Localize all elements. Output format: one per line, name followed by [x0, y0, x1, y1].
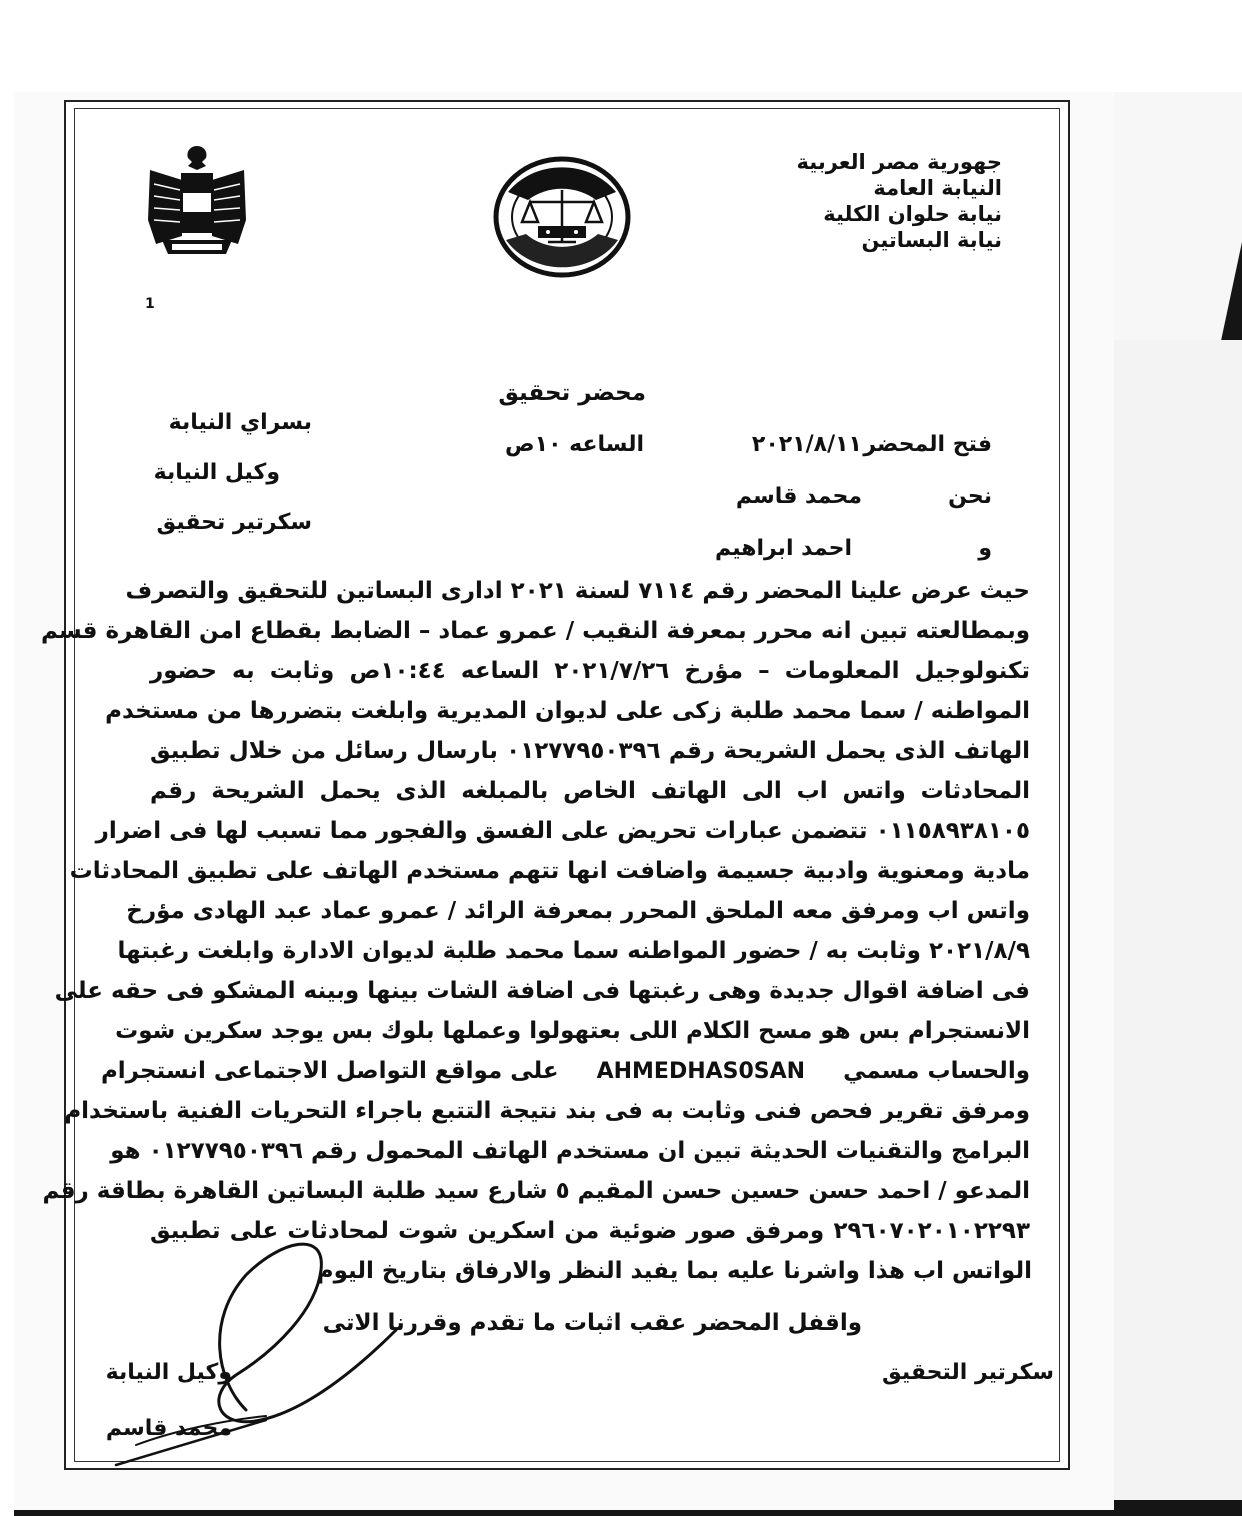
handwritten-signature-icon	[96, 1180, 456, 1480]
header-basateen: نيابة البساتين	[861, 228, 1002, 252]
account-prefix: والحساب مسمي	[843, 1058, 1030, 1084]
secretary-title: سكرتير تحقيق	[156, 510, 312, 535]
document-title: محضر تحقيق	[498, 380, 646, 406]
body-line-17: ٢٩٦٠٧٠٢٠١٠٢٢٩٣ ومرفق صور ضوئية من اسكرين شوت لمحادثات على تطبيق	[150, 1218, 1030, 1244]
body-line-3: تكنولوجيل المعلومات – مؤرخ ٢٠٢١/٧/٢٦ الساعه ١٠:٤٤ص وثابت به حضور	[150, 658, 1030, 684]
body-line-1: حيث عرض علينا المحضر رقم ٧١١٤ لسنة ٢٠٢١ اداری البساتين للتحقيق والتصرف	[125, 578, 1030, 604]
body-line-9: واتس اب ومرفق معه الملحق المحرر بمعرفة الرائد / عمرو عماد عبد الهادى مؤرخ	[126, 898, 1030, 924]
session-location: بسراي النيابة	[168, 410, 312, 435]
we-name: محمد قاسم	[735, 484, 862, 509]
body-line-16: المدعو / احمد حسن حسين حسن المقيم ٥ شارع سيد طلبة البساتين القاهرة بطاقة رقم	[42, 1178, 1030, 1204]
and-name: احمد ابراهيم	[714, 536, 852, 561]
prosecutor-title: وكيل النيابة	[153, 460, 280, 485]
time-label: الساعه ١٠ص	[505, 432, 644, 457]
body-line-14: ومرفق تقرير فحص فنى وثابت به فى بند نتيجة التتبع باجراء التحريات الفنية باستخدام	[64, 1098, 1030, 1124]
page-number: 1	[145, 296, 155, 312]
opened-label: فتح المحضر	[863, 432, 992, 457]
and-label: و	[978, 536, 992, 561]
body-line-2: وبمطالعته تبين انه محرر بمعرفة النقيب / عمرو عماد – الضابط بقطاع امن القاهرة قسم	[40, 618, 1030, 644]
body-line-11: فى اضافة اقوال جديدة وهى رغبتها فى اضافة الشات بينها وبينه المشكو فى حقه على	[54, 978, 1030, 1004]
final-line: واقفل المحضر عقب اثبات ما تقدم وقررنا الاتى	[322, 1310, 862, 1336]
body-line-12: الانستجرام بس هو مسح الكلام اللى بعتهولوا وعملها بلوك بس يوجد سكرين شوت	[115, 1018, 1030, 1044]
closing-line: الواتس اب هذا واشرنا عليه بما يفيد النظر والارفاق بتاريخ اليوم	[316, 1258, 1032, 1284]
header-helwan: نيابة حلوان الكلية	[823, 202, 1002, 226]
body-line-4: المواطنه / سما محمد طلبة زكى على لديوان المديرية وابلغت بتضررها من مستخدم	[105, 698, 1030, 724]
body-line-15: البرامج والتقنيات الحديثة تبين ان مستخدم الهاتف المحمول رقم ٠١٢٧٧٩٥٠٣٩٦ هو	[110, 1138, 1030, 1164]
account-handle: AHMEDHAS0SAN	[596, 1059, 806, 1084]
background-sheet	[1100, 340, 1242, 1500]
eagle-coat-of-arms-icon	[142, 140, 252, 260]
we-label: نحن	[948, 484, 992, 509]
body-line-5: الهاتف الذى يحمل الشريحة رقم ٠١٢٧٧٩٥٠٣٩٦ بارسال رسائل من خلال تطبيق	[150, 738, 1030, 764]
account-suffix: على مواقع التواصل الاجتماعى انستجرام	[100, 1058, 559, 1084]
header-prosecution: النيابة العامة	[873, 176, 1002, 200]
body-line-10: ٢٠٢١/٨/٩ وثابت به / حضور المواطنه سما محمد طلبة لديوان الادارة وابلغت رغبتها	[117, 938, 1030, 964]
prosecution-seal-icon	[492, 156, 632, 278]
prosecutor-signature-name: محمد قاسم	[105, 1416, 232, 1441]
header-country: جهورية مصر العربية	[796, 150, 1002, 174]
body-line-6: المحادثات واتس اب الى الهاتف الخاص بالمبلغه الذى يحمل الشريحة رقم	[150, 778, 1030, 804]
prosecutor-signature-label: وكيل النيابة	[105, 1360, 232, 1385]
body-line-8: مادية ومعنوية وادبية جسيمة واضافت انها تتهم مستخدم الهاتف على تطبيق المحادثات	[69, 858, 1030, 884]
body-line-7: ٠١١٥٨٩٣٨١٠٥ تتضمن عبارات تحريض على الفسق والفجور مما تسبب لها فى اضرار	[95, 818, 1030, 844]
issuer-header	[682, 150, 1002, 260]
secretary-signature-label: سكرتير التحقيق	[882, 1360, 1054, 1385]
opened-date: ٢٠٢١/٨/١١	[751, 432, 862, 457]
account-line	[100, 1058, 1030, 1084]
